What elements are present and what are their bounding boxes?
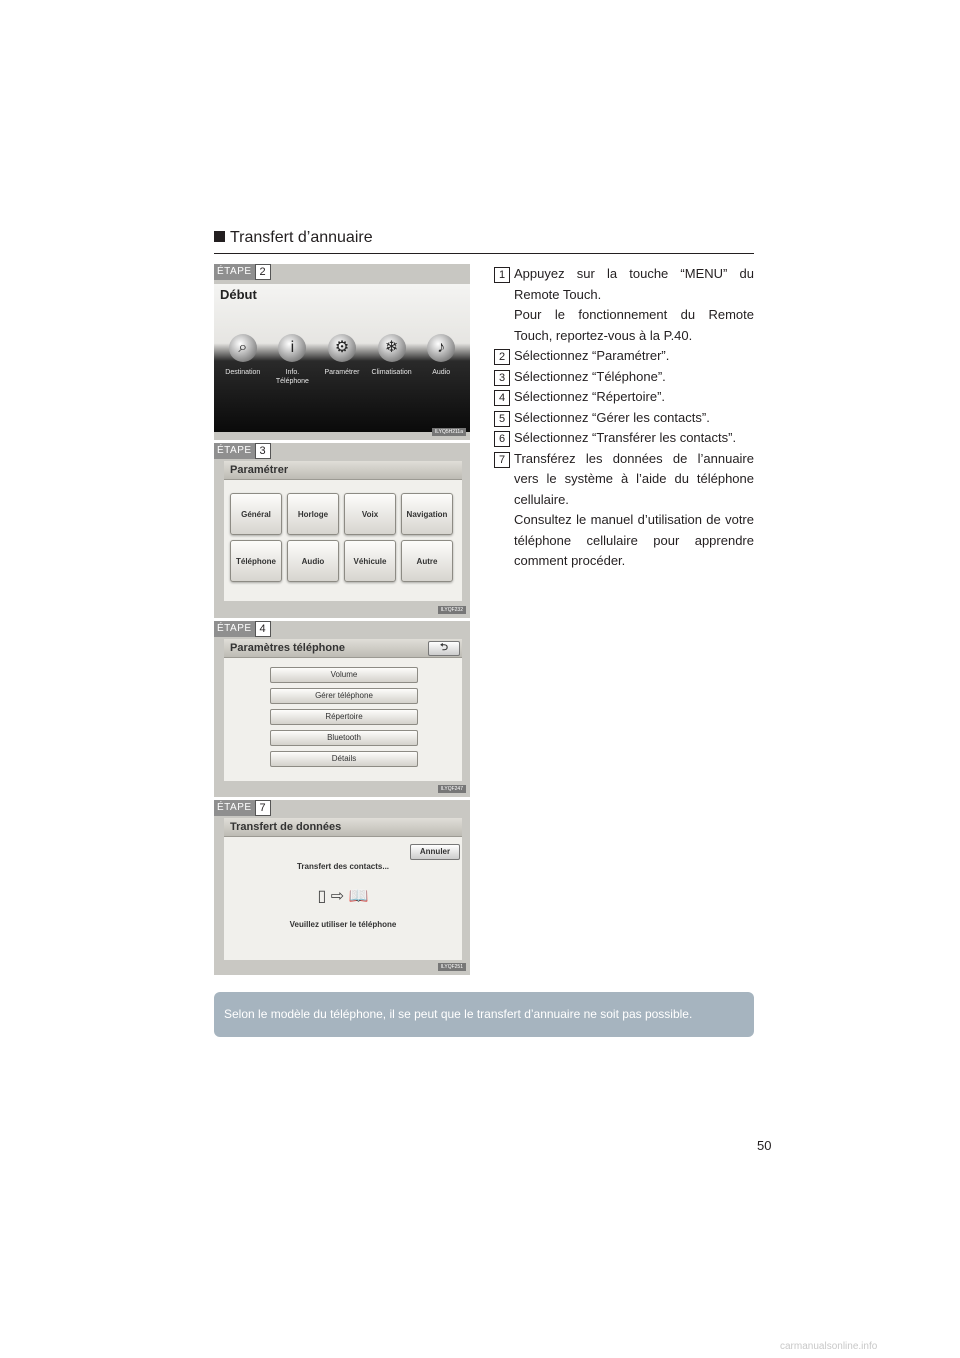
image-code: ILYQF251 bbox=[438, 963, 466, 971]
transfer-status: Transfert des contacts... bbox=[296, 862, 390, 871]
watermark: carmanualsonline.info bbox=[780, 1341, 878, 1352]
phone-settings-list bbox=[270, 667, 418, 772]
page-number: 50 bbox=[757, 1138, 772, 1153]
screenshot-transfert-donnees bbox=[214, 800, 470, 975]
step-4: 4 Sélectionnez “Répertoire”. bbox=[494, 387, 754, 408]
screenshot-parametrer bbox=[214, 443, 470, 618]
step-badge: ÉTAPE 4 bbox=[214, 621, 271, 637]
screen-title: Transfert de données bbox=[224, 818, 462, 837]
step-1: 1 Appuyez sur la touche “MENU” du Remote Touch. Pour le fonctionnement du Remote Touch, reportez-vous à la P.40. bbox=[494, 264, 754, 346]
magnifier-icon: ⌕ bbox=[229, 334, 257, 362]
parametres-telephone-screen bbox=[224, 639, 462, 781]
screenshot-parametres-telephone bbox=[214, 621, 470, 797]
step-3: 3 Sélectionnez “Téléphone”. bbox=[494, 367, 754, 388]
step-badge: ÉTAPE 3 bbox=[214, 443, 271, 459]
menu-climatisation[interactable]: ❄ Climatisation bbox=[371, 334, 413, 386]
button-repertoire[interactable]: Répertoire bbox=[270, 709, 418, 725]
button-voix[interactable]: Voix bbox=[344, 493, 396, 535]
menu-icons bbox=[218, 334, 466, 386]
menu-parametrer[interactable]: ⚙ Paramétrer bbox=[321, 334, 363, 386]
phone-to-book-icon: ▯ ⇨ 📖 bbox=[317, 888, 369, 905]
screenshot-debut bbox=[214, 264, 470, 440]
section-title bbox=[214, 229, 754, 254]
menu-destination[interactable]: ⌕ Destination bbox=[222, 334, 264, 386]
image-code: ILYQF247 bbox=[438, 785, 466, 793]
menu-audio[interactable]: ♪ Audio bbox=[420, 334, 462, 386]
button-telephone[interactable]: Téléphone bbox=[230, 540, 282, 582]
instruction-steps bbox=[494, 264, 754, 572]
music-note-icon: ♪ bbox=[427, 334, 455, 362]
step-5: 5 Sélectionnez “Gérer les contacts”. bbox=[494, 408, 754, 429]
button-horloge[interactable]: Horloge bbox=[287, 493, 339, 535]
screen-title: Début bbox=[220, 287, 257, 302]
screen-title: Paramètres téléphone ⮌ bbox=[224, 639, 462, 658]
menu-info-telephone[interactable]: i Info. Téléphone bbox=[271, 334, 313, 386]
step-2: 2 Sélectionnez “Paramétrer”. bbox=[494, 346, 754, 367]
info-note bbox=[214, 992, 754, 1037]
settings-grid bbox=[230, 493, 453, 582]
button-autre[interactable]: Autre bbox=[401, 540, 453, 582]
step-7: 7 Transférez les données de l’annuaire vers le système à l’aide du téléphone cellulaire. Consultez le manuel d’utilisation de votre téléphone cellulaire pour apprendre comment procéder. bbox=[494, 449, 754, 572]
return-arrow-icon[interactable]: ⮌ bbox=[428, 641, 460, 656]
button-general[interactable]: Général bbox=[230, 493, 282, 535]
phone-instruction: Veuillez utiliser le téléphone bbox=[289, 920, 397, 929]
parametrer-screen bbox=[224, 461, 462, 601]
button-audio[interactable]: Audio bbox=[287, 540, 339, 582]
button-navigation[interactable]: Navigation bbox=[401, 493, 453, 535]
cancel-button[interactable]: Annuler bbox=[410, 844, 460, 860]
image-code: ILYQ5H211a bbox=[432, 428, 466, 436]
settings-icon: ⚙ bbox=[328, 334, 356, 362]
step-6: 6 Sélectionnez “Transférer les contacts”. bbox=[494, 428, 754, 449]
climate-icon: ❄ bbox=[378, 334, 406, 362]
screen-title: Paramétrer bbox=[224, 461, 462, 480]
step-badge: ÉTAPE 2 bbox=[214, 264, 271, 280]
square-bullet-icon bbox=[214, 231, 225, 242]
info-note-text: Selon le modèle du téléphone, il se peut que le transfert d’annuaire ne soit pas possible. bbox=[224, 1007, 693, 1021]
step-badge: ÉTAPE 7 bbox=[214, 800, 271, 816]
button-vehicule[interactable]: Véhicule bbox=[344, 540, 396, 582]
transfert-screen bbox=[224, 818, 462, 960]
section-title-text: Transfert d’annuaire bbox=[230, 229, 373, 246]
button-details[interactable]: Détails bbox=[270, 751, 418, 767]
image-code: ILYQF232 bbox=[438, 606, 466, 614]
info-icon: i bbox=[278, 334, 306, 362]
button-gerer-telephone[interactable]: Gérer téléphone bbox=[270, 688, 418, 704]
debut-screen bbox=[214, 284, 470, 432]
button-bluetooth[interactable]: Bluetooth bbox=[270, 730, 418, 746]
button-volume[interactable]: Volume bbox=[270, 667, 418, 683]
